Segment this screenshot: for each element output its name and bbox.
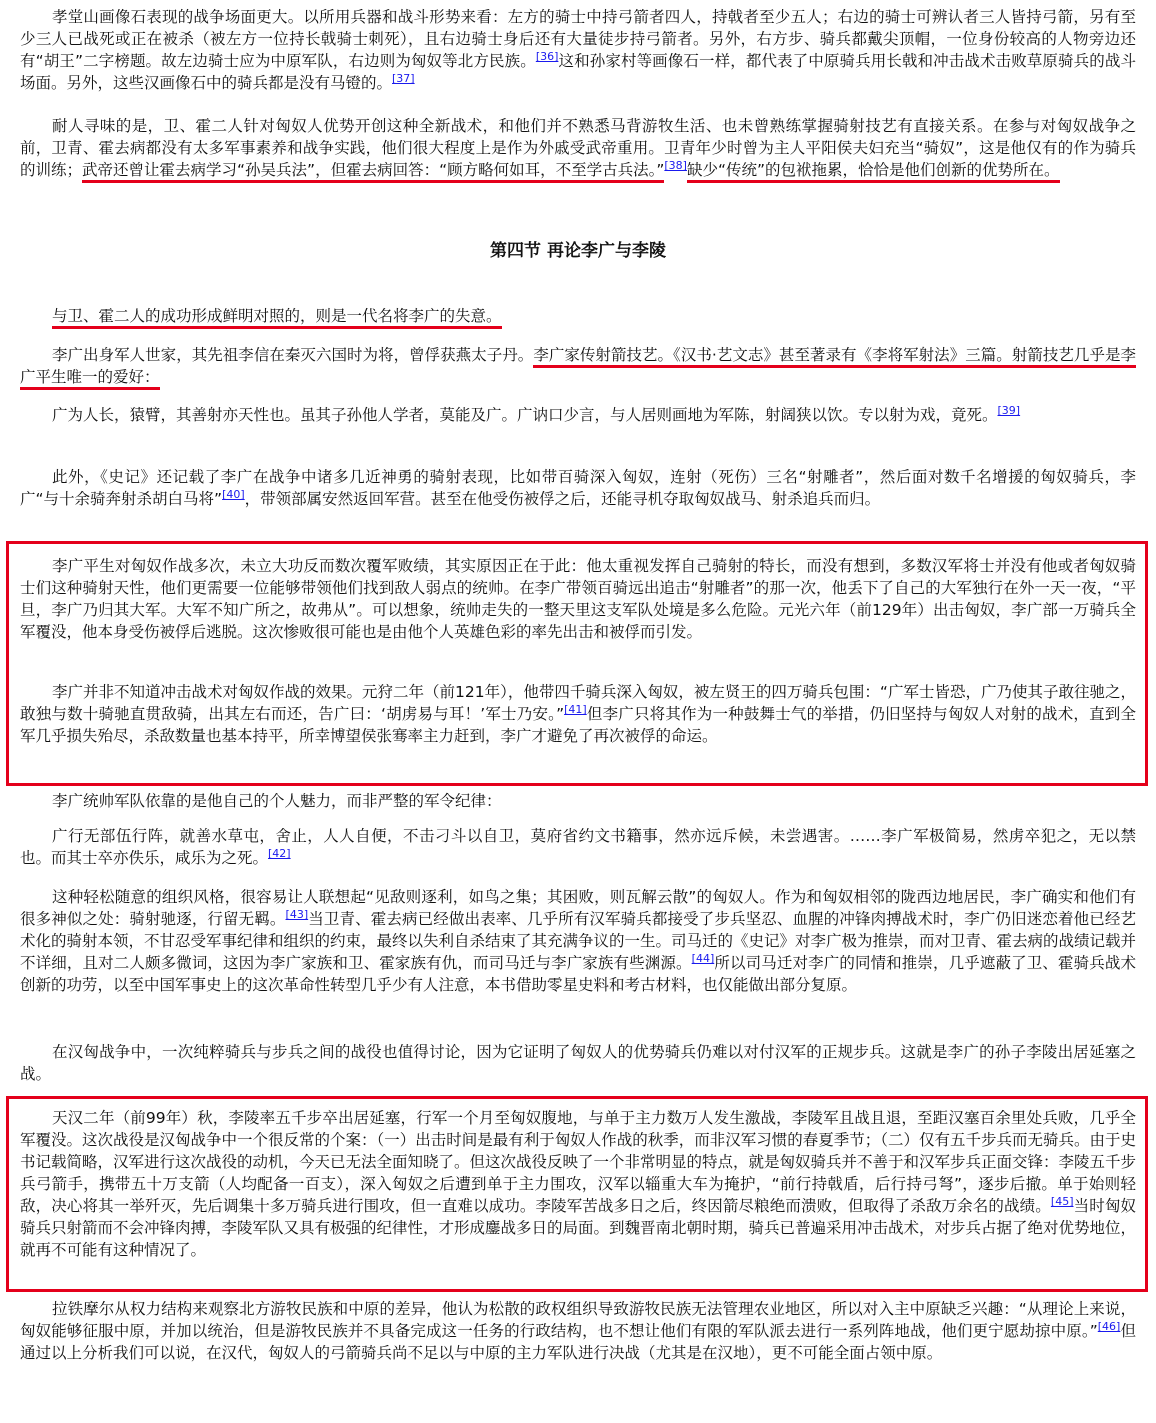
paragraph-organization-style: 这种轻松随意的组织风格，很容易让人联想起“见敌则逐利，如鸟之集；其困败，则瓦解云散”的匈奴人。作为和匈奴相邻的陇西边地居民，李广确实和他们有很多神似之处：骑射驰逐，行留无羁。[43]当卫青、霍去病已经做出表率、几乎所有汉军骑兵都接受了步兵坚忍、血腥的冲锋肉搏战术时，李广仍旧迷恋着他已经艺术化的骑射本领，不甘忍受军事纪律和组织的约束，最终以失利自杀结束了其充满争议的一生。司马迁的《史记》对李广极为推崇，而对卫青、霍去病的战绩记载并不详细，且对二人颇多微词，这因为李广家族和卫、霍家族有仇，而司马迁与李广家族有些渊源。[44]所以司马迁对李广的同情和推崇，几乎遮蔽了卫、霍骑兵战术创新的功劳，以至中国军事史上的这次革命性转型几乎少有人注意，本书借助零星史料和考古材料，也仅能做出部分复原。 bbox=[20, 888, 1137, 994]
paragraph-wei-huo-innovation: 耐人寻味的是，卫、霍二人针对匈奴人优势开创这种全新战术，和他们并不熟悉马背游牧生活、也未曾熟练掌握骑射技艺有直接关系。在参与对匈奴战争之前，卫青、霍去病都没有太多军事素养和战争实践，他们很大程度上是作为外戚受武帝重用。卫青年少时曾为主人平阳侯夫妇充当“骑奴”，这是他仅有的作为骑兵的训练；武帝还曾让霍去病学习“孙吴兵法”，但霍去病回答：“顾方略何如耳，不至学古兵法。”[38]缺少“传统”的包袱拖累，恰恰是他们创新的优势所在。 bbox=[20, 115, 1136, 181]
paragraph-li-guang-contrast bbox=[20, 305, 1136, 327]
footnote-link-41[interactable]: [41] bbox=[564, 702, 587, 716]
footnote-link-40[interactable]: [40] bbox=[222, 487, 245, 501]
highlight-underline: 与卫、霍二人的成功形成鲜明对照的，则是一代名将李广的失意。 bbox=[52, 307, 502, 329]
highlight-underline: 缺少“传统”的包袱拖累，恰恰是他们创新的优势所在。 bbox=[687, 161, 1060, 183]
paragraph-lattimore: 拉铁摩尔从权力结构来观察北方游牧民族和中原的差异，他认为松散的政权组织导致游牧民族无法管理农业地区，所以对入主中原缺乏兴趣：“从理论上来说，匈奴能够征服中原，并加以统治，但是游牧民族并不具备完成这一任务的行政结构，也不想让他们有限的军队派去进行一系列阵地战，他们更宁愿劫掠中原。”[46]但通过以上分析我们可以说，在汉代，匈奴人的弓箭骑兵尚不足以与中原的主力军队进行决战（尤其是在汉地），更不可能全面占领中原。 bbox=[20, 1300, 1136, 1362]
quote-shiji-army: 广行无部伍行阵，就善水草屯，舍止，人人自便，不击刁斗以自卫，莫府省约文书籍事，然亦远斥候，未尝遇害。……李广军极简易，然虏卒犯之，无以禁也。而其士卒亦佚乐，咸乐为之死。[42] bbox=[20, 827, 1136, 867]
paragraph-li-ling-intro: 在汉匈战争中，一次纯粹骑兵与步兵之间的战役也值得讨论，因为它证明了匈奴人的优势骑兵仍难以对付汉军的正规步兵。这就是李广的孙子李陵出居延塞之战。 bbox=[20, 1043, 1136, 1083]
section-title: 第四节 再论李广与李陵 bbox=[490, 241, 666, 261]
footnote-link-45[interactable]: [45] bbox=[1050, 1194, 1074, 1208]
paragraph-li-guang-family: 李广出身军人世家，其先祖李信在秦灭六国时为将，曾俘获燕太子丹。李广家传射箭技艺。《汉书·艺文志》甚至著录有《李将军射法》三篇。射箭技艺几乎是李广平生唯一的爱好： bbox=[20, 344, 1136, 388]
paragraph-stone-relief: 孝堂山画像石表现的战争场面更大。以所用兵器和战斗形势来看：左方的骑士中持弓箭者四人，持戟者至少五人；右边的骑士可辨认者三人皆持弓箭，另有至少三人已战死或正在被杀（被左方一位持长戟骑士刺死），且右边骑士身后还有大量徒步持弓箭者。另外，右方步、骑兵都戴尖顶帽，一位身份较高的人物旁边还有“胡王”二字榜题。故左边骑士应为中原军队，右边则为匈奴等北方民族。[36]这和孙家村等画像石一样，都代表了中原骑兵用长戟和冲击战术击败草原骑兵的战斗场面。另外，这些汉画像石中的骑兵都是没有马镫的。[37] bbox=[20, 8, 1136, 92]
footnote-link-43[interactable]: [43] bbox=[285, 907, 309, 921]
footnote-link-46[interactable]: [46] bbox=[1097, 1319, 1121, 1333]
paragraph-li-guang-leadership: 李广统帅军队依靠的是他自己的个人魅力，而非严整的军令纪律： bbox=[52, 792, 502, 810]
footnote-link-36[interactable]: [36] bbox=[535, 49, 559, 63]
footnote-link-38[interactable]: [38] bbox=[664, 158, 687, 172]
paragraph-li-guang-tactics: 李广并非不知道冲击战术对匈奴作战的效果。元狩二年（前121年），他带四千骑兵深入匈奴，被左贤王的四万骑兵包围：“广军士皆恐，广乃使其子敢往驰之，敢独与数十骑驰直贯敌骑，出其左右而还，告广曰：‘胡虏易与耳！’军士乃安。”[41]但李广只将其作为一种鼓舞士气的举措，仍旧坚持与匈奴人对射的战术，直到全军几乎损失殆尽，杀敌数量也基本持平，所幸博望侯张骞率主力赶到，李广才避免了再次被俘的命运。 bbox=[20, 683, 1136, 745]
footnote-link-39[interactable]: [39] bbox=[997, 403, 1021, 417]
highlight-underline: 武帝还曾让霍去病学习“孙吴兵法”，但霍去病回答：“顾方略何如耳，不至学古兵法。” bbox=[82, 161, 664, 183]
quote-shiji-archery: 广为人长，猿臂，其善射亦天性也。虽其子孙他人学者，莫能及广。广讷口少言，与人居则画地为军陈，射阔狭以饮。专以射为戏，竟死。[39] bbox=[52, 403, 1021, 424]
footnote-link-42[interactable]: [42] bbox=[268, 846, 291, 860]
footnote-link-44[interactable]: [44] bbox=[691, 951, 715, 965]
paragraph-li-guang-feats: 此外，《史记》还记载了李广在战争中诸多几近神勇的骑射表现，比如带百骑深入匈奴，连射（死伤）三名“射雕者”，然后面对数千名增援的匈奴骑兵，李广“与十余骑奔射杀胡白马将”[40]，带领部属安然返回军营。甚至在他受伤被俘之后，还能寻机夺取匈奴战马、射杀追兵而归。 bbox=[20, 468, 1136, 508]
footnote-link-37[interactable]: [37] bbox=[392, 71, 415, 85]
paragraph-li-guang-defeats: 李广平生对匈奴作战多次，未立大功反而数次覆军败绩，其实原因正在于此：他太重视发挥自己骑射的特长，而没有想到，多数汉军将士并没有他或者匈奴骑士们这种骑射天性，他们更需要一位能够带领他们找到敌人弱点的统帅。在李广带领百骑远出追击“射雕者”的那一次，他丢下了自己的大军独行在外一天一夜，“平旦，李广乃归其大军。大军不知广所之，故弗从”。可以想象，统帅走失的一整天里这支军队处境是多么危险。元光六年（前129年）出击匈奴，李广部一万骑兵全军覆没，他本身受伤被俘后逃脱。这次惨败很可能也是由他个人英雄色彩的率先出击和被俘而引发。 bbox=[20, 557, 1136, 641]
paragraph-li-ling-battle: 天汉二年（前99年）秋，李陵率五千步卒出居延塞，行军一个月至匈奴腹地，与单于主力数万人发生激战，李陵军且战且退，至距汉塞百余里处兵败，几乎全军覆没。这次战役是汉匈战争中一个很反常的个案：（一）出击时间是最有利于匈奴人作战的秋季，而非汉军习惯的春夏季节；（二）仅有五千步兵而无骑兵。由于史书记载简略，汉军进行这次战役的动机，今天已无法全面知晓了。但这次战役反映了一个非常明显的特点，就是匈奴骑兵并不善于和汉军步兵正面交锋：李陵五千步兵弓箭手，携带五十万支箭（人均配备一百支），深入匈奴之后遭到单于主力围攻，汉军以辎重大车为掩护，“前行持戟盾，后行持弓弩”，逐步后撤。单于始则轻敌，决心将其一举歼灭，先后调集十多万骑兵进行围攻，但一直难以成功。李陵军苦战多日之后，终因箭尽粮绝而溃败，但取得了杀敌万余名的战绩。[45]当时匈奴骑兵只射箭而不会冲锋肉搏，李陵军队又具有极强的纪律性，才形成鏖战多日的局面。到魏晋南北朝时期，骑兵已普遍采用冲击战术，对步兵占据了绝对优势地位，就再不可能有这种情况了。 bbox=[20, 1109, 1137, 1259]
highlight-underline: 李广家传射箭技艺。《汉书·艺文志》甚至著录有《李将军射法》三篇。射箭技艺几乎是李广平生唯一的爱好： bbox=[20, 346, 1136, 390]
